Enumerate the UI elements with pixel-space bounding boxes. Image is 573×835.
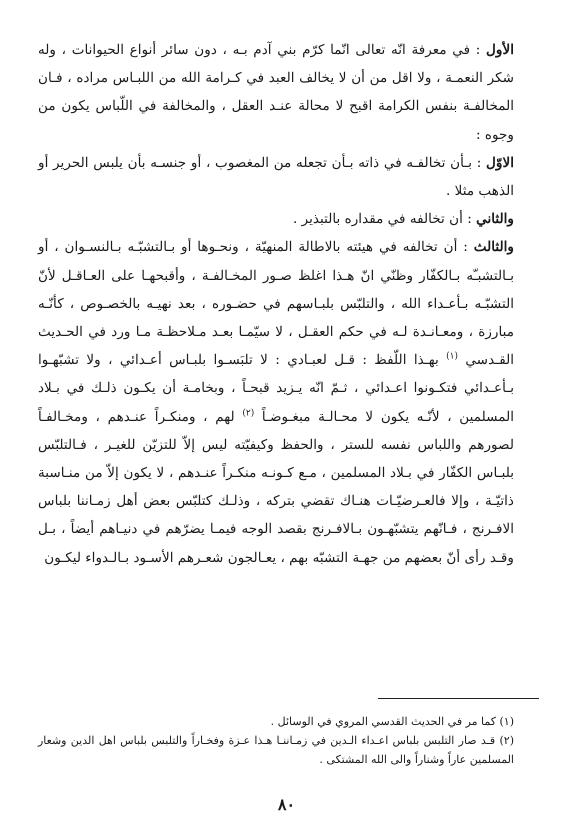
page-number: ٨٠: [277, 795, 296, 814]
paragraph-third: [38, 205, 539, 233]
paragraph-lead: الاوّل: [486, 154, 514, 171]
paragraph-fourth: [38, 233, 539, 571]
paragraph-text: : أن تخالفه في هيئته بالاطالة المنهيّة ، ونحـوها أو بـالتشبّـه بـالنسـوان ، أو بـالتشبـّه بـالكفّار وظنّي انّ هـذا اغلظ صـور المخـالفـة ، وأقبحهـا على العـاقـل لأنّ التشبّـه بـأعـداء الله ، والتلبّس بلبـاسهم في حضـوره ، بعد نهيـه بالخصـوص ، كأنّـه مبارزة ، ومعـانـدة لـه في حكم العقـل ، لا سيّمـا بعـد مـلاحظـة مـا ورد في الحـديث القـدسي: [38, 239, 514, 369]
paragraph-first: [38, 36, 539, 149]
footnote-divider: [378, 698, 539, 699]
footnote-1: (١) كما مر في الحديث القدسي المروي في الوسائل .: [270, 715, 514, 728]
paragraph-lead: والثاني: [476, 211, 514, 228]
paragraph-text: : أن تخالفه في مقداره بالتبذير .: [292, 211, 477, 228]
paragraph-second: [38, 149, 539, 205]
main-text: [38, 36, 539, 572]
paragraph-text: : بـأن تخالفـه في ذاته بـأن تجعله من المغصوب ، أو جنسـه بأن يلبس الحرير أو الذهب مثلا .: [38, 154, 514, 200]
paragraph-text: لهم ، ومنكـراً عنـدهم ، ومخـالفـاً لصورهم واللباس نفسه للستر ، والحفظ وكيفيّته ليس إلاّ للتزيّن للغيـر ، فـالتلبّس بلبـاس الكفّار في بـلاد المسلمين ، مـع كـونـه منكـراً عنـدهم ، لا يكون إلاّ من منـاسبة ذاتيّـة ، وإلا فالعـرضيّـات هنـاك تقضي بتركه ، وذلـك كتلبّس بعض أهل زمـاننا بلباس الافـرنج ، فـانّهم يتشبّهـون بـالافـرنج بقصد الوجه فيمـا يضرّهم في دنيـاهم أيضاً ، بـل وقـد رأى أنّ بعضهم من جهـة التشبّه بهم ، يعـالجون شعـرهم الأسـود بـالـدواء ليكـون: [38, 408, 514, 566]
footnote-ref-2[interactable]: (٢): [242, 408, 255, 419]
footnote-ref-1[interactable]: (١): [446, 351, 458, 362]
paragraph-lead: والثالث: [473, 239, 514, 256]
footnote-2: (٢) قـد صار التلبس بلباس اعـداء الـدين في زمـاننـا هـذا عـزة وفخـاراً والتلبس بلباس اهل الدين وشعار المسلمين عاراً وشناراً والى الله المشتكى .: [38, 734, 514, 766]
paragraph-text: بهـذا اللّفظ : قـل لعبـادي : لا تلبَسـوا بلبـاس أعـدائي ، ولا تشبّهـوا بـأعـدائي فتكـونوا اعـدائي ، ثـمّ انّه يـزيد قبحـاً ، وبخامـة أن يكـون ذلـك في بـلاد المسلمين ، لأنّـه يكون لا محـالـة مبغـوضـاً: [38, 352, 514, 425]
paragraph-lead: الأول: [486, 42, 514, 58]
paragraph-text: : في معرفة انّه تعالى انّما كرّم بني آدم بـه ، دون سائر أنواع الحيوانات ، وله شكر النعمـة ، ولا اقل من أن لا يخالف العبد في كـرامة الله من اللبـاس مراده ، فـان المخالفـة بنفس الكرامة اقبح لا محالة عنـد العقل ، والمخالفة في اللّباس يكون من وجوه :: [38, 42, 514, 143]
footnotes: [38, 712, 539, 769]
